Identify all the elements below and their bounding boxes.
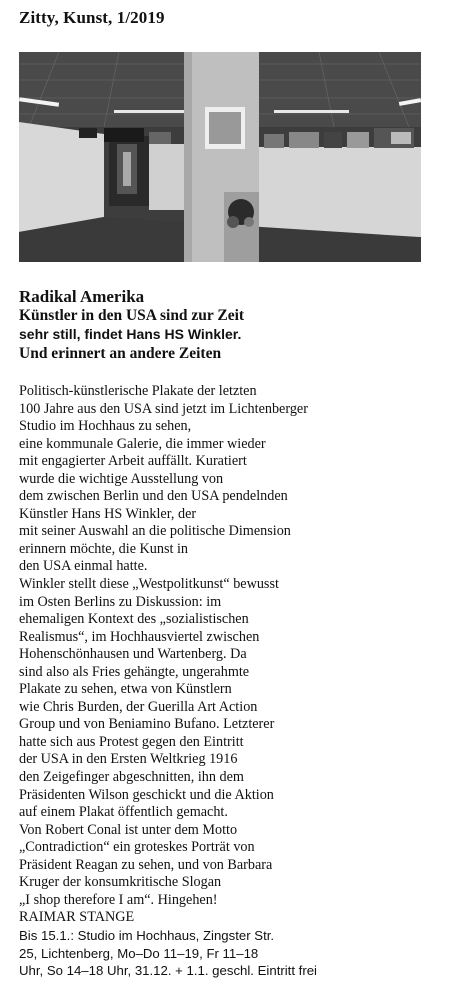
body-line: Kruger der konsumkritische Slogan bbox=[19, 874, 222, 891]
body-line: wurde die wichtige Ausstellung von bbox=[19, 470, 224, 487]
body-line: hatte sich aus Protest gegen den Eintritt bbox=[19, 733, 244, 750]
body-line: „Contradiction“ ein groteskes Porträt von bbox=[19, 839, 255, 856]
body-line: wie Chris Burden, der Guerilla Art Action bbox=[19, 698, 258, 715]
body-line: Plakate zu sehen, etwa von Künstlern bbox=[19, 681, 232, 698]
body-line: Group und von Beniamino Bufano. Letzterer bbox=[19, 716, 275, 733]
body-line: eine kommunale Galerie, die immer wieder bbox=[19, 435, 266, 452]
body-line: Winkler stellt diese „Westpolitkunst“ bewusst bbox=[19, 576, 279, 593]
body-line: erinnern möchte, die Kunst in bbox=[19, 540, 189, 557]
body-line: Bis 15.1.: Studio im Hochhaus, Zingster Str. bbox=[19, 927, 275, 943]
body-line: mit seiner Auswahl an die politische Dimension bbox=[19, 523, 291, 540]
body-line: Präsident Reagan zu sehen, und von Barbara bbox=[19, 856, 273, 873]
body-line: auf einem Plakat öffentlich gemacht. bbox=[19, 804, 228, 821]
source-header: Zitty, Kunst, 1/2019 bbox=[19, 8, 165, 27]
article-body bbox=[19, 383, 459, 980]
body-line: Künstler Hans HS Winkler, der bbox=[19, 505, 197, 522]
body-line: Hohenschönhausen und Wartenberg. Da bbox=[19, 646, 247, 663]
body-line: Präsidenten Wilson geschickt und die Aktion bbox=[19, 786, 274, 803]
body-line: Von Robert Conal ist unter dem Motto bbox=[19, 821, 238, 838]
article-headline: Radikal Amerika bbox=[19, 287, 145, 306]
body-line: RAIMAR STANGE bbox=[19, 909, 135, 926]
gallery-photo bbox=[19, 52, 421, 262]
body-line: der USA in den Ersten Weltkrieg 1916 bbox=[19, 751, 238, 768]
body-line: Uhr, So 14–18 Uhr, 31.12. + 1.1. geschl. Eintritt frei bbox=[19, 963, 317, 979]
body-line: Studio im Hochhaus zu sehen, bbox=[19, 418, 192, 435]
subhead-line: Und erinnert an andere Zeiten bbox=[19, 345, 222, 362]
subhead-line: Künstler in den USA sind zur Zeit bbox=[19, 307, 245, 324]
body-line: 25, Lichtenberg, Mo–Do 11–19, Fr 11–18 bbox=[19, 945, 259, 961]
body-line: 100 Jahre aus den USA sind jetzt im Lichtenberger bbox=[19, 400, 308, 417]
body-line: den USA einmal hatte. bbox=[19, 558, 148, 575]
gallery-photo-image bbox=[19, 52, 421, 262]
article-subhead bbox=[19, 306, 449, 363]
body-line: sind also als Fries gehängte, ungerahmte bbox=[19, 663, 250, 680]
body-line: dem zwischen Berlin und den USA pendelnden bbox=[19, 488, 288, 505]
body-line: „I shop therefore I am“. Hingehen! bbox=[19, 891, 218, 908]
subhead-line: sehr still, findet Hans HS Winkler. bbox=[19, 326, 242, 342]
body-line: Politisch-künstlerische Plakate der letzten bbox=[19, 383, 257, 399]
body-line: im Osten Berlins zu Diskussion: im bbox=[19, 593, 222, 610]
body-line: den Zeigefinger abgeschnitten, ihn dem bbox=[19, 769, 244, 786]
body-line: Realismus“, im Hochhausviertel zwischen bbox=[19, 628, 260, 645]
body-line: ehemaligen Kontext des „sozialistischen bbox=[19, 611, 249, 628]
body-line: mit engagierter Arbeit auffällt. Kuratiert bbox=[19, 453, 247, 470]
